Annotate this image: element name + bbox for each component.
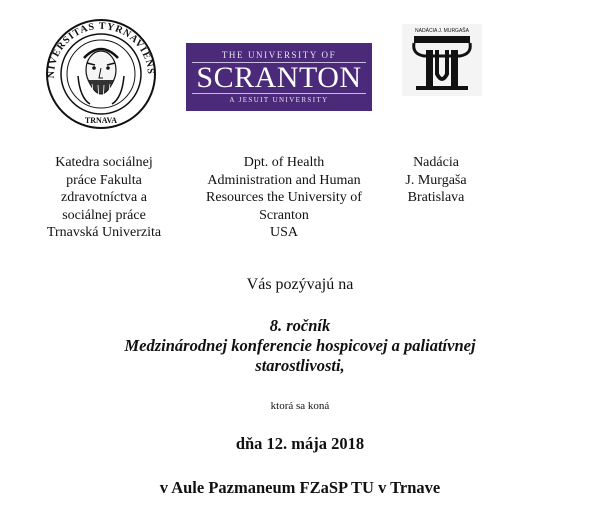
svg-text:UNIVERSITAS TYRNAVIENSIS: NIVERSITAS TYRNAVIENS [45,20,157,79]
institution-trnava [20,154,188,242]
conference-venue: v Aule Pazmaneum FZaSP TU v Trnave [159,478,441,497]
trnava-university-seal-icon [40,18,162,130]
scranton-logo-top: THE UNIVERSITY OF [221,49,337,60]
conference-title: Medzinárodnej konferencie hospicovej a paliatívnej [124,336,476,355]
institution-line: sociálnej práce [62,207,146,223]
institution-line: Resources the University of [206,190,362,205]
conference-title-continued: starostlivosti, [255,356,345,375]
edition-number: 8. ročník [269,316,331,335]
institution-line: práce Fakulta [66,172,142,188]
institution-scranton [186,154,382,242]
institution-line: J. Murgaša [405,172,467,188]
institution-murgas [380,154,492,207]
svg-text:NADÁCIA J. MURGAŠA: NADÁCIA J. MURGAŠA [415,28,469,34]
scranton-logo-tagline: A JESUIT UNIVERSITY [229,95,329,104]
held-text: ktorá sa koná [270,400,330,412]
scranton-logo-name: SCRANTON [192,62,365,94]
invite-text: Vás pozývajú na [246,276,354,293]
svg-text:TRNAVA: TRNAVA [84,116,118,125]
conference-date: dňa 12. mája 2018 [235,434,365,453]
institution-line: Administration and Human [207,172,361,188]
institution-line: zdravotníctva a [61,190,147,205]
institution-line: Katedra sociálnej [55,155,153,170]
institution-line: Scranton [259,207,309,223]
institution-line: USA [269,225,298,240]
institution-line: Bratislava [407,190,465,205]
trnava-university-seal [40,18,162,130]
conference-edition [0,316,600,376]
murgas-foundation-logo [402,24,482,96]
institution-line: Trnavská Univerzita [46,225,162,240]
institution-line: Nadácia [413,155,459,170]
scranton-logo [186,43,372,111]
murgas-foundation-logo-icon [402,24,482,96]
institution-line: Dpt. of Health [243,155,325,170]
